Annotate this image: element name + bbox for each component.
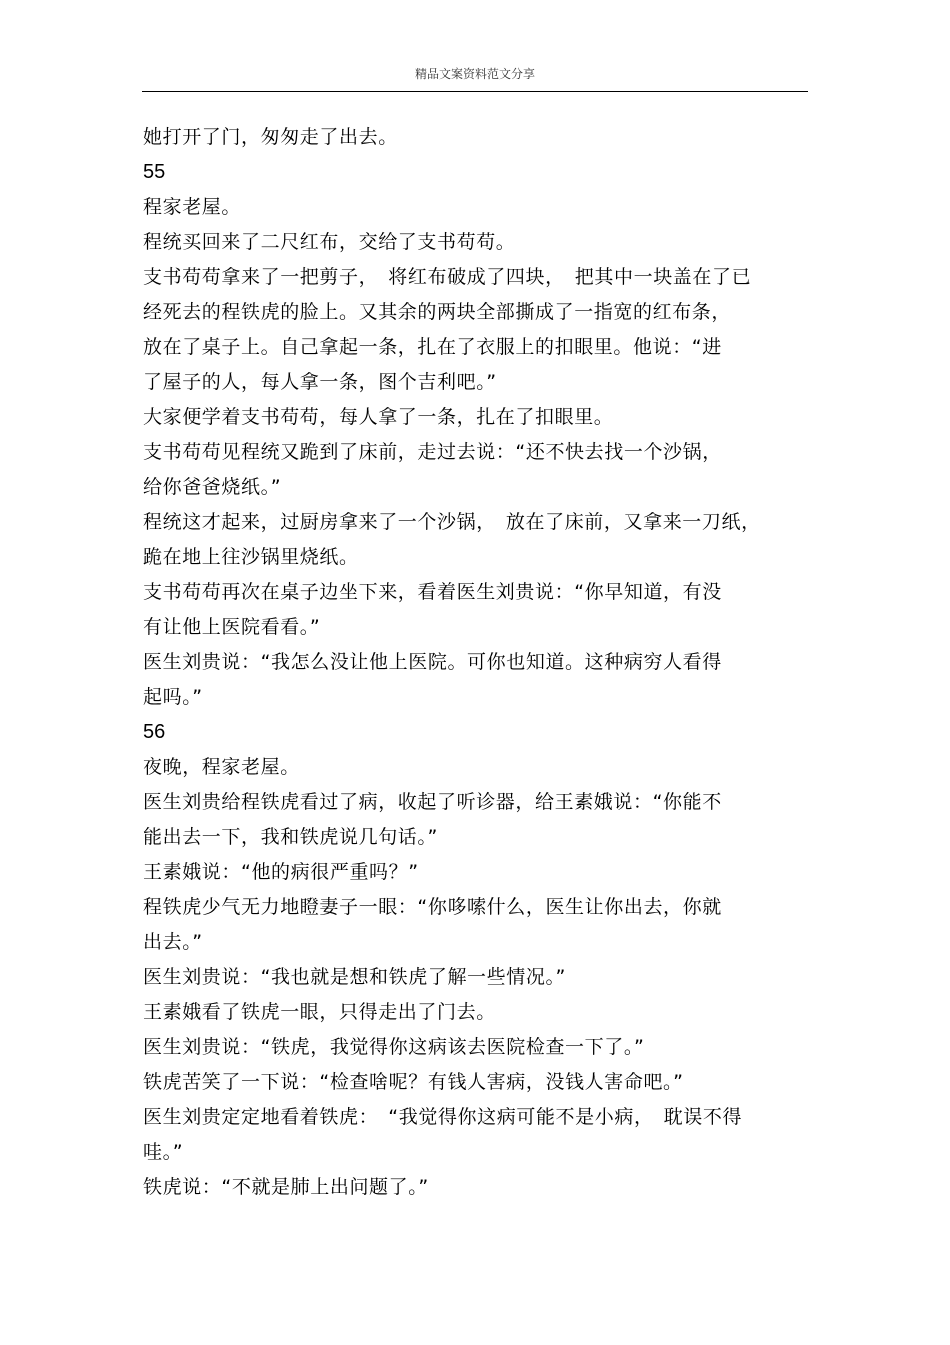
text-line: 程家老屋。 [143,196,242,218]
text-line: 哇。” [143,1141,184,1163]
text-line: 放在了桌子上。自己拿起一条，扎在了衣服上的扣眼里。他说：“进 [143,336,722,358]
text-line: 支书苟苟再次在桌子边坐下来，看着医生刘贵说：“你早知道，有没 [143,581,722,603]
text-line: 程铁虎少气无力地瞪妻子一眼：“你哆嗦什么，医生让你出去，你就 [143,896,722,918]
text-line: 跪在地上往沙锅里烧纸。 [143,546,359,568]
text-line: 大家便学着支书苟苟，每人拿了一条，扎在了扣眼里。 [143,406,614,428]
text-line: 给你爸爸烧纸。” [143,476,282,498]
text-line: 医生刘贵给程铁虎看过了病，收起了听诊器，给王素娥说：“你能不 [143,791,722,813]
text-line: 能出去一下，我和铁虎说几句话。” [143,826,438,848]
text-line: 了屋子的人，每人拿一条，图个吉利吧。” [143,371,497,393]
text-line: 支书苟苟拿来了一把剪子， 将红布破成了四块， 把其中一块盖在了已 [143,266,752,288]
text-line: 医生刘贵说：“我怎么没让他上医院。可你也知道。这种病穷人看得 [143,651,722,673]
text-line: 夜晚，程家老屋。 [143,756,300,778]
text-line: 医生刘贵说：“我也就是想和铁虎了解一些情况。” [143,966,566,988]
header-divider [142,91,808,92]
page-header: 精品文案资料范文分享 [414,67,535,81]
text-line: 程统这才起来，过厨房拿来了一个沙锅， 放在了床前，又拿来一刀纸， [143,511,761,533]
text-line: 经死去的程铁虎的脸上。又其余的两块全部撕成了一指宽的红布条， [143,301,732,323]
text-line: 出去。” [143,931,203,953]
text-line: 医生刘贵说：“铁虎，我觉得你这病该去医院检查一下了。” [143,1036,645,1058]
text-line: 程统买回来了二尺红布，交给了支书苟苟。 [143,231,516,253]
scene-number: 56 [143,721,166,743]
text-line: 起吗。” [143,686,203,708]
document-body [143,120,803,1205]
text-line: 铁虎苦笑了一下说：“检查啥呢？有钱人害病，没钱人害命吧。” [143,1071,684,1093]
text-line: 支书苟苟见程统又跪到了床前，走过去说：“还不快去找一个沙锅， [143,441,722,463]
scene-number: 55 [143,161,166,183]
text-line: 医生刘贵定定地看着铁虎： “我觉得你这病可能不是小病， 耽误不得 [143,1106,743,1128]
text-line: 她打开了门，匆匆走了出去。 [143,126,398,148]
text-line: 王素娥看了铁虎一眼，只得走出了门去。 [143,1001,496,1023]
text-line: 铁虎说：“不就是肺上出问题了。” [143,1176,429,1198]
text-line: 王素娥说：“他的病很严重吗？” [143,861,419,883]
text-line: 有让他上医院看看。” [143,616,321,638]
